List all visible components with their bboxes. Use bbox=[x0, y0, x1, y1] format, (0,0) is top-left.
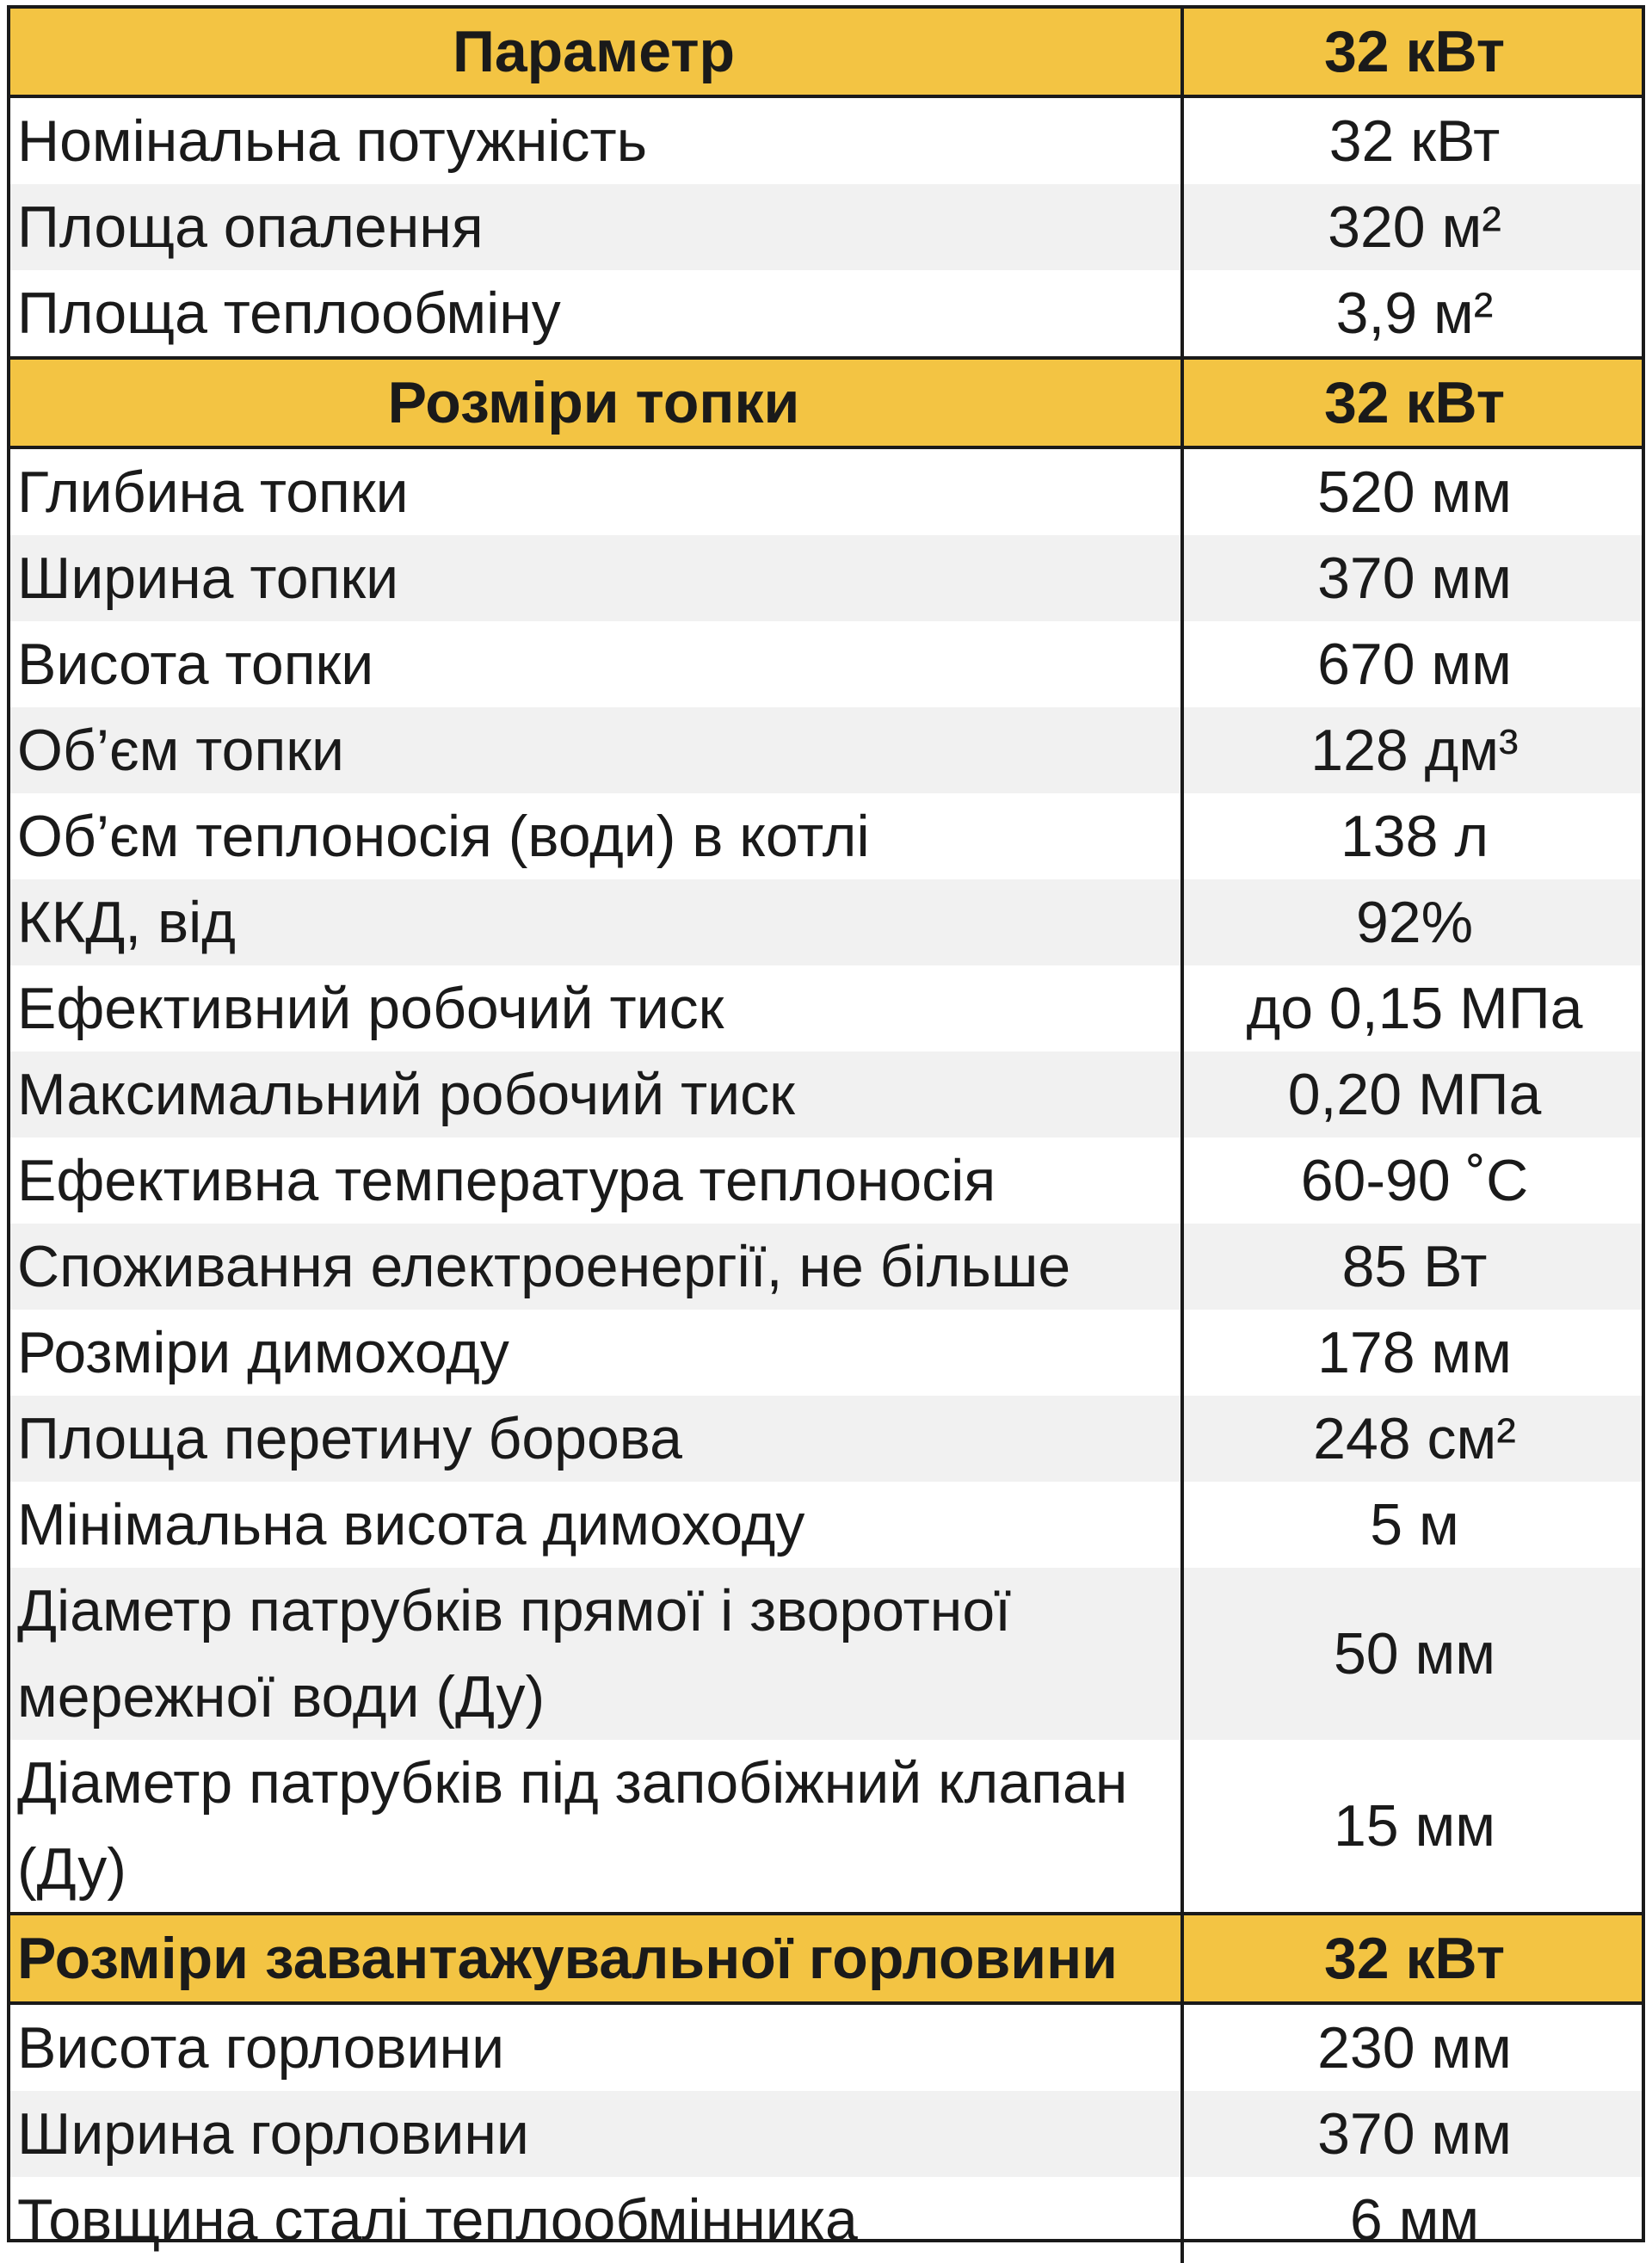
row-value: 520 мм bbox=[1317, 459, 1512, 525]
section-header-parameters bbox=[7, 7, 1645, 96]
table-row bbox=[7, 96, 1645, 184]
table-row bbox=[7, 621, 1645, 707]
row-value: 0,20 МПа bbox=[1182, 1051, 1645, 1138]
table-row bbox=[7, 1138, 1645, 1224]
table-row bbox=[7, 535, 1645, 621]
row-value: 370 мм bbox=[1182, 535, 1645, 621]
row-label: Об’єм теплоносія (води) в котлі bbox=[7, 793, 1182, 879]
table-row bbox=[7, 2003, 1645, 2091]
table-row bbox=[7, 1224, 1645, 1310]
header-value: 32 кВт bbox=[1182, 7, 1645, 96]
section-header-loading-door bbox=[7, 1914, 1645, 2003]
header-label: Розміри топки bbox=[7, 358, 1182, 447]
row-label: Мінімальна висота димоходу bbox=[7, 1482, 1182, 1568]
header-label: Параметр bbox=[7, 7, 1182, 96]
row-value: 230 мм bbox=[1317, 2015, 1512, 2081]
table-row bbox=[7, 184, 1645, 270]
row-value: до 0,15 МПа bbox=[1246, 976, 1583, 1041]
row-label: Товщина сталі теплообмінника bbox=[7, 2177, 1182, 2263]
row-value: 3,9 м² bbox=[1335, 281, 1494, 346]
row-label: Ширина горловини bbox=[7, 2091, 1182, 2177]
section-header-firebox bbox=[7, 358, 1645, 447]
row-value: 50 мм bbox=[1182, 1568, 1645, 1740]
row-value: 138 л bbox=[1340, 804, 1489, 869]
specs-table bbox=[7, 5, 1645, 2263]
table-row bbox=[7, 447, 1645, 535]
row-label: Діаметр патрубків прямої і зворотної мережної води (Ду) bbox=[7, 1568, 1182, 1740]
table-row bbox=[7, 2177, 1645, 2263]
row-label: Споживання електроенергії, не більше bbox=[7, 1224, 1182, 1310]
row-value: 370 мм bbox=[1182, 2091, 1645, 2177]
row-label: Максимальний робочий тиск bbox=[7, 1051, 1182, 1138]
table-row bbox=[7, 707, 1645, 793]
row-value: 85 Вт bbox=[1182, 1224, 1645, 1310]
row-value: 32 кВт bbox=[1328, 108, 1501, 174]
row-label: Ефективний робочий тиск bbox=[7, 965, 1182, 1051]
header-label: Розміри завантажувальної горловини bbox=[7, 1914, 1182, 2003]
row-value: 5 м bbox=[1370, 1492, 1459, 1557]
header-value: 32 кВт bbox=[1182, 358, 1645, 447]
table-row bbox=[7, 270, 1645, 358]
row-value: 128 дм³ bbox=[1182, 707, 1645, 793]
row-label: Об’єм топки bbox=[7, 707, 1182, 793]
table-row bbox=[7, 1568, 1645, 1740]
row-label: Висота топки bbox=[7, 621, 1182, 707]
row-value: 6 мм bbox=[1349, 2187, 1480, 2253]
row-value: 248 см² bbox=[1182, 1396, 1645, 1482]
row-label: Площа теплообміну bbox=[7, 270, 1182, 358]
row-label: Ширина топки bbox=[7, 535, 1182, 621]
row-label: Площа перетину борова bbox=[7, 1396, 1182, 1482]
table-row bbox=[7, 879, 1645, 965]
row-label: Площа опалення bbox=[7, 184, 1182, 270]
row-label: Ефективна температура теплоносія bbox=[7, 1138, 1182, 1224]
row-value: 178 мм bbox=[1317, 1320, 1512, 1385]
row-value: 92% bbox=[1182, 879, 1645, 965]
row-label: Розміри димоходу bbox=[7, 1310, 1182, 1396]
row-value: 60-90 ˚С bbox=[1300, 1148, 1529, 1213]
table-row bbox=[7, 1051, 1645, 1138]
table-row bbox=[7, 1740, 1645, 1914]
table-row bbox=[7, 793, 1645, 879]
row-label: Висота горловини bbox=[7, 2003, 1182, 2091]
table-row bbox=[7, 1482, 1645, 1568]
table-row bbox=[7, 965, 1645, 1051]
row-label: ККД, від bbox=[7, 879, 1182, 965]
row-value: 670 мм bbox=[1317, 632, 1512, 697]
row-value: 15 мм bbox=[1333, 1793, 1496, 1859]
header-value: 32 кВт bbox=[1182, 1914, 1645, 2003]
table-row bbox=[7, 1310, 1645, 1396]
row-label: Діаметр патрубків під запобіжний клапан (Ду) bbox=[7, 1740, 1182, 1914]
row-label: Номінальна потужність bbox=[7, 96, 1182, 184]
table-row bbox=[7, 1396, 1645, 1482]
row-value: 320 м² bbox=[1182, 184, 1645, 270]
row-label: Глибина топки bbox=[7, 447, 1182, 535]
table-row bbox=[7, 2091, 1645, 2177]
